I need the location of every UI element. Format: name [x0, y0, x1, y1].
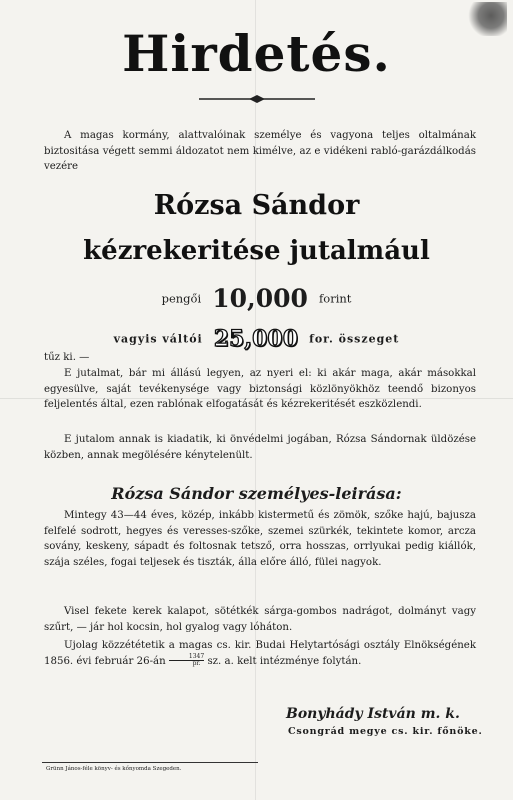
capture-heading: kézrekeritése jutalmául — [83, 236, 430, 266]
republish-text-1: Ujolag közzététetik a magas cs. kir. Budai Helytartósági osztály Elnökségének 1856. évi február 26-án — [44, 640, 476, 667]
reward-suffix: forint — [319, 291, 352, 306]
clothing-paragraph: Visel fekete kerek kalapot, sötétkék sárga-gombos nadrágot, dolmányt vagy szűrt, — jár hol kocsin, hol gyalog vagy lóháton. — [44, 606, 476, 633]
reference-number — [169, 654, 204, 667]
alt-prefix: vagyis váltói — [113, 332, 203, 346]
reference-bottom: pr. — [192, 660, 201, 668]
description-heading: Rózsa Sándor személyes-leirása: — [111, 484, 402, 503]
reward-conditions-paragraph: E jutalmat, bár mi állású legyen, az nyeri el: ki akár maga, akár másokkal egyesülve, saját tevékenysége vagy biztonsági közlönyökhöz teendő bizonyos feljelentés által, ezen rablónak elfogatását és kézrekeritését eszközlendi. — [44, 368, 476, 411]
alt-suffix: for. összeget — [309, 332, 400, 346]
alt-amount: 25,000 — [213, 326, 299, 352]
reference-top: 1347 — [169, 654, 204, 661]
signature-role: Csongrád megye cs. kir. főnöke. — [288, 726, 483, 737]
printer-imprint: Grünn János-féle könyv- és kőnyomda Szegeden. — [46, 766, 182, 772]
reward-amount: 10,000 — [212, 284, 308, 313]
name-heading: Rózsa Sándor — [153, 190, 360, 221]
divider-ornament — [197, 93, 317, 105]
self-defense-paragraph: E jutalom annak is kiadatik, ki önvédelmi jogában, Rózsa Sándornak üldözése közben, annak megölésére kénytelenült. — [44, 434, 476, 461]
reward-line — [0, 284, 513, 313]
description-paragraph: Mintegy 43—44 éves, közép, inkább kistermetű és zömök, szőke hajú, bajusza felfelé sodrott, hegyes és veresses-szőke, szemei szürkék, tekintete komor, arcza sovány, keskeny, sápadt és foltosnak tetsző, orra hosszas, orrlyukai pedig kiállók, szája széles, fogai teljesek és tiszták, álla előre álló, fülei nagyok. — [44, 510, 476, 568]
republish-paragraph — [44, 638, 476, 669]
poster-title: Hirdetés. — [122, 24, 391, 83]
alt-reward-line — [0, 326, 513, 352]
reward-prefix: pengői — [161, 291, 202, 306]
tuz-ki-line: tűz ki. — — [44, 352, 90, 363]
republish-text-2: sz. a. kelt intézménye folytán. — [207, 655, 362, 667]
footer-rule — [42, 762, 258, 763]
intro-paragraph: A magas kormány, alattvalóinak személye és vagyona teljes oltalmának biztositása végett semmi áldozatot nem kimélve, az e vidékeni rabló-garázdálkodás vezére — [44, 130, 476, 173]
signature: Bonyhády István m. k. — [286, 706, 460, 722]
